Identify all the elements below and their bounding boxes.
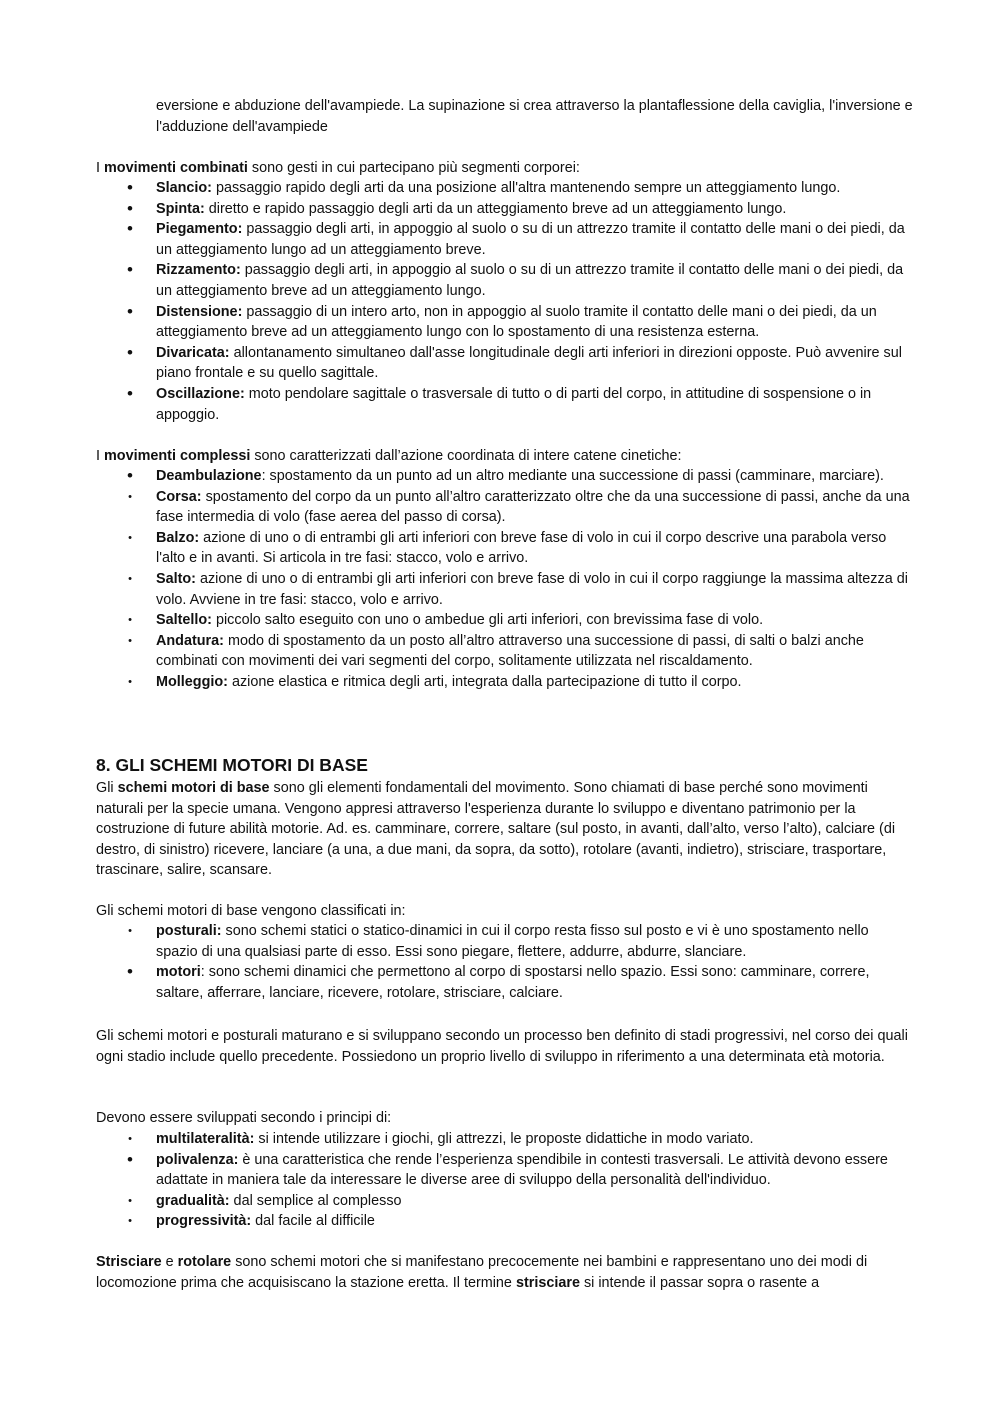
list-item: • Distensione: passaggio di un intero arto, non in appoggio al suolo tramite il contatto delle mani o dei piedi, da un atteggiamento breve ad un atteggiamento lungo con lo spostamento di una resistenza esterna. [96, 302, 911, 343]
list-item: • Corsa: spostamento del corpo da un punto all’altro caratterizzato oltre che da una successione di passi, anche da una fase intermedia di volo (fase aerea del passo di corsa). [96, 487, 911, 528]
list-item: • multilateralità: si intende utilizzare i giochi, gli attrezzi, le proposte didattiche in modo variato. [96, 1129, 911, 1150]
section-intro: Gli schemi motori di base sono gli elementi fondamentali del movimento. Sono chiamati di base perché sono movimenti naturali per la specie umana. Vengono appresi attraverso l'esperienza durante lo sviluppo e diventano patrimonio per la costruzione di future abilità motorie. Ad. es. camminare, correre, saltare (sul posto, in avanti, dall’alto, verso l’alto), calciare (di destro, di sinistro) ricevere, lanciare (a una, a due mani, da sopra, da sotto), rotolare (avanti, indietro), strisciare, trasportare, trascinare, salire, scansare. [96, 780, 896, 879]
bullet-icon: • [128, 490, 132, 503]
principles-list [96, 1129, 911, 1232]
combinati-intro: I movimenti combinati sono gesti in cui partecipano più segmenti corporei: [96, 160, 580, 176]
list-item: • Saltello: piccolo salto eseguito con uno o ambedue gli arti inferiori, con brevissima fase di volo. [96, 610, 911, 631]
list-item: • progressività: dal facile al difficile [96, 1211, 911, 1232]
bullet-icon: • [127, 466, 133, 485]
list-item: • Piegamento: passaggio degli arti, in appoggio al suolo o su di un attrezzo tramite il contatto delle mani o dei piedi, da un atteggiamento lungo ad un atteggiamento breve. [96, 219, 911, 260]
list-item: • Divaricata: allontanamento simultaneo dall'asse longitudinale degli arti inferiori in direzioni opposte. Può avvenire sul piano frontale e su quello sagittale. [96, 343, 911, 384]
bullet-icon: • [127, 301, 133, 321]
strisciare-paragraph: Strisciare e rotolare sono schemi motori che si manifestano precocemente nei bambini e rappresentano uno dei modi di locomozione prima che acquisiscano la stazione eretta. Il termine strisciare si intende il passar sopra o rasente a [96, 1254, 868, 1291]
list-item: • Balzo: azione di uno o di entrambi gli arti inferiori con breve fase di volo in cui il corpo descrive una parabola verso l'alto e in avanti. Si articola in tre fasi: stacco, volo e arrivo. [96, 528, 911, 569]
bullet-icon: • [127, 1149, 133, 1169]
bullet-icon: • [128, 1215, 132, 1228]
list-item: • Rizzamento: passaggio degli arti, in appoggio al suolo o su di un attrezzo tramite il contatto delle mani o dei piedi, da un atteggiamento breve ad un atteggiamento lungo. [96, 260, 911, 301]
list-item: • Molleggio: azione elastica e ritmica degli arti, integrata dalla partecipazione di tutto il corpo. [96, 672, 911, 693]
bullet-icon: • [128, 634, 132, 647]
bullet-icon: • [128, 675, 132, 688]
continuation-text: eversione e abduzione dell'avampiede. La supinazione si crea attraverso la plantaflessione della caviglia, l'inversione e l'adduzione dell'avampiede [156, 98, 913, 135]
complessi-intro: I movimenti complessi sono caratterizzati dall’azione coordinata di intere catene cinetiche: [96, 448, 682, 464]
classification-list [96, 921, 911, 1003]
bullet-icon: • [128, 925, 132, 937]
bullet-icon: • [128, 614, 132, 627]
classification-intro: Gli schemi motori di base vengono classificati in: [96, 903, 406, 919]
principles-intro: Devono essere sviluppati secondo i principi di: [96, 1110, 392, 1126]
list-item: • Slancio: passaggio rapido degli arti da una posizione all'altra mantenendo sempre un atteggiamento lungo. [96, 178, 911, 199]
combinati-list [96, 178, 911, 425]
bullet-icon: • [127, 219, 133, 239]
bullet-icon: • [128, 1194, 132, 1207]
combinati-term: movimenti combinati [104, 160, 248, 176]
bullet-icon: • [127, 342, 133, 362]
bullet-icon: • [127, 383, 133, 403]
bullet-icon: • [128, 572, 132, 585]
complessi-list [96, 466, 911, 693]
bullet-icon: • [127, 962, 133, 982]
bullet-icon: • [128, 531, 132, 544]
section-heading: 8. GLI SCHEMI MOTORI DI BASE [96, 755, 368, 775]
list-item: • polivalenza: è una caratteristica che rende l’esperienza spendibile in contesti trasversali. Le attività devono essere adattate in maniera tale da interessare le diverse aree di sviluppo della personalità dell'individuo. [96, 1150, 911, 1191]
list-item: • Spinta: diretto e rapido passaggio degli arti da un atteggiamento breve ad un atteggiamento lungo. [96, 199, 911, 220]
list-item: • posturali: sono schemi statici o statico-dinamici in cui il corpo resta fisso sul posto e vi è uno spostamento nello spazio di una qualsiasi parte di esso. Essi sono piegare, flettere, addurre, abdurre, slanciare. [96, 921, 911, 962]
list-item: • Deambulazione: spostamento da un punto ad un altro mediante una successione di passi (camminare, marciare). [96, 466, 911, 487]
list-item: • Oscillazione: moto pendolare sagittale o trasversale di tutto o di parti del corpo, in attitudine di sospensione o in appoggio. [96, 384, 911, 425]
maturation-paragraph: Gli schemi motori e posturali maturano e si sviluppano secondo un processo ben definito di stadi progressivi, nel corso dei quali ogni stadio include quello precedente. Possiedono un proprio livello di sviluppo in riferimento a una determinata età motoria. [96, 1028, 908, 1065]
list-item: • Salto: azione di uno o di entrambi gli arti inferiori con breve fase di volo in cui il corpo raggiunge la massima altezza di volo. Avviene in tre fasi: stacco, volo e arrivo. [96, 569, 911, 610]
complessi-term: movimenti complessi [104, 448, 251, 464]
bullet-icon: • [127, 178, 133, 197]
list-item: • Andatura: modo di spostamento da un posto all’altro attraverso una successione di passi, di salti o balzi anche combinati con movimenti dei vari segmenti del corpo, solitamente utilizzata nel riscaldamento. [96, 631, 911, 672]
bullet-icon: • [128, 1133, 132, 1145]
list-item: • motori: sono schemi dinamici che permettono al corpo di spostarsi nello spazio. Essi sono: camminare, correre, saltare, afferrare, lanciare, ricevere, rotolare, strisciare, calciare. [96, 962, 911, 1003]
schemi-term: schemi motori di base [117, 780, 270, 796]
bullet-icon: • [127, 260, 133, 280]
bullet-icon: • [127, 198, 133, 218]
list-item: • gradualità: dal semplice al complesso [96, 1191, 911, 1212]
